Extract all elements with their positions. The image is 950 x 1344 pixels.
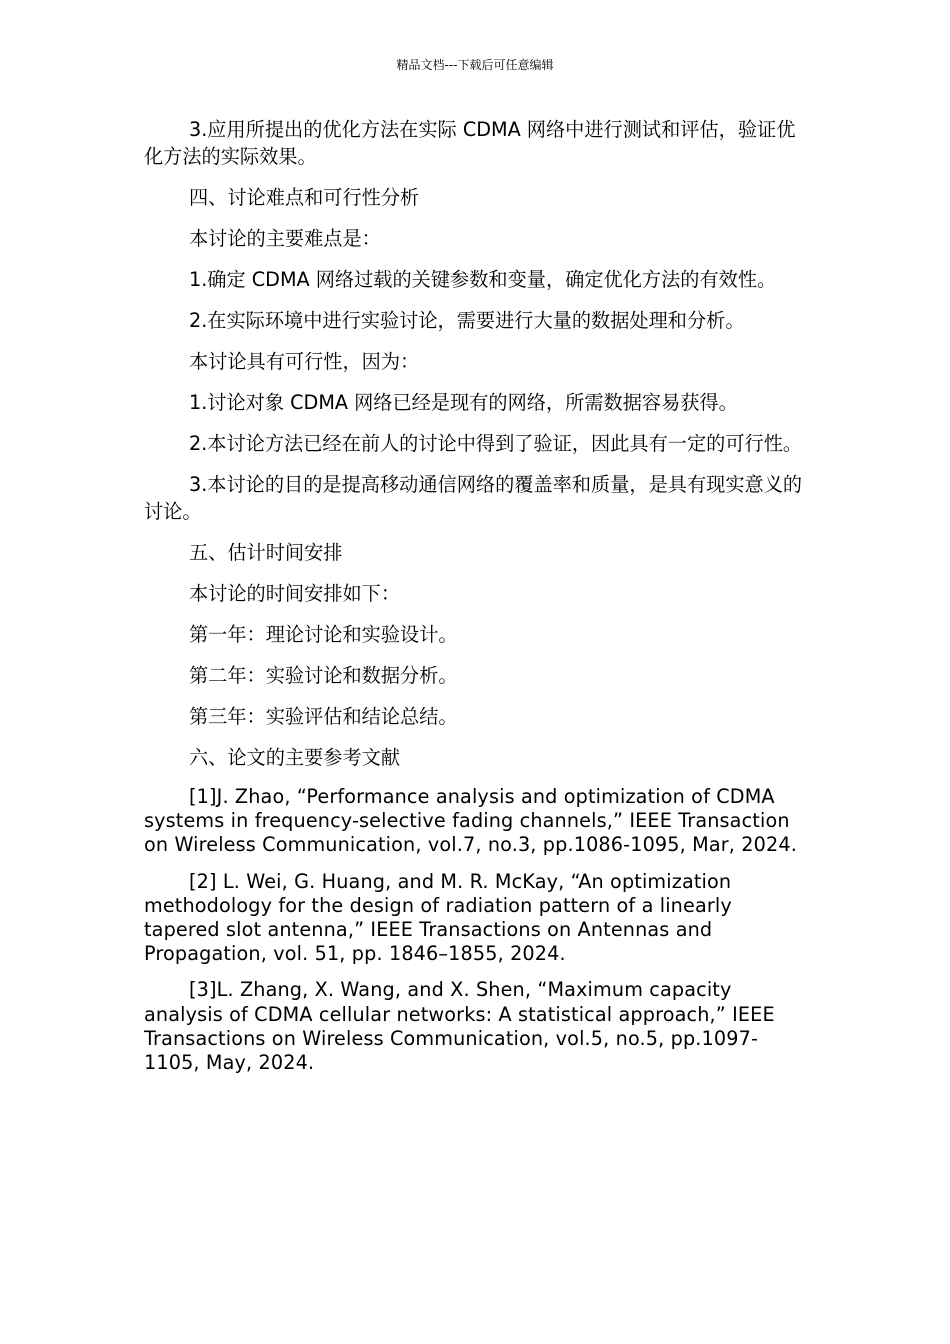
reference-entry-2: [2] L. Wei, G. Huang, and M. R. McKay, “An optimization methodology for the design of radiation pattern of a linearly tapered slot antenna,” IEEE Transactions on Antennas and Propagation, vol. 51, pp. 1846–1855, 2024. <box>144 869 732 966</box>
reference-entry-1: [1]J. Zhao, “Performance analysis and optimization of CDMA systems in frequency-selective fading channels,” IEEE Transaction on Wireless Communication, vol.7, no.3, pp.1086-1095, Mar, 2024. <box>144 785 797 857</box>
paragraph-schedule-year-1: 第一年：理论讨论和实验设计。 <box>189 623 458 646</box>
paragraph-schedule-intro: 本讨论的时间安排如下： <box>189 582 401 605</box>
paragraph-feasibility-3: 3.本讨论的目的是提高移动通信网络的覆盖率和质量，是具有现实意义的讨论。 <box>144 473 803 523</box>
section-heading-difficulties: 四、讨论难点和可行性分析 <box>189 186 420 209</box>
paragraph-difficulty-1: 1.确定 CDMA 网络过载的关键参数和变量，确定优化方法的有效性。 <box>189 268 777 291</box>
paragraph-feasibility-1: 1.讨论对象 CDMA 网络已经是现有的网络，所需数据容易获得。 <box>189 391 738 414</box>
section-heading-references: 六、论文的主要参考文献 <box>189 746 401 769</box>
paragraph-feasibility-2: 2.本讨论方法已经在前人的讨论中得到了验证，因此具有一定的可行性。 <box>189 432 803 455</box>
document-body <box>144 116 809 1087</box>
paragraph-testing-evaluation: 3.应用所提出的优化方法在实际 CDMA 网络中进行测试和评估，验证优化方法的实际效果。 <box>144 118 796 168</box>
paragraph-difficulties-intro: 本讨论的主要难点是： <box>189 227 381 250</box>
section-heading-schedule: 五、估计时间安排 <box>189 541 343 564</box>
paragraph-feasibility-intro: 本讨论具有可行性，因为： <box>189 350 420 373</box>
page-header: 精品文档---下载后可任意编辑 <box>396 58 554 72</box>
paragraph-schedule-year-3: 第三年：实验评估和结论总结。 <box>189 705 458 728</box>
paragraph-schedule-year-2: 第二年：实验讨论和数据分析。 <box>189 664 458 687</box>
paragraph-difficulty-2: 2.在实际环境中进行实验讨论，需要进行大量的数据处理和分析。 <box>189 309 745 332</box>
reference-entry-3: [3]L. Zhang, X. Wang, and X. Shen, “Maximum capacity analysis of CDMA cellular networks: A statistical approach,” IEEE Transactions on Wireless Communication, vol.5, no.5, pp.1097-1105, May, 2024. <box>144 978 775 1075</box>
